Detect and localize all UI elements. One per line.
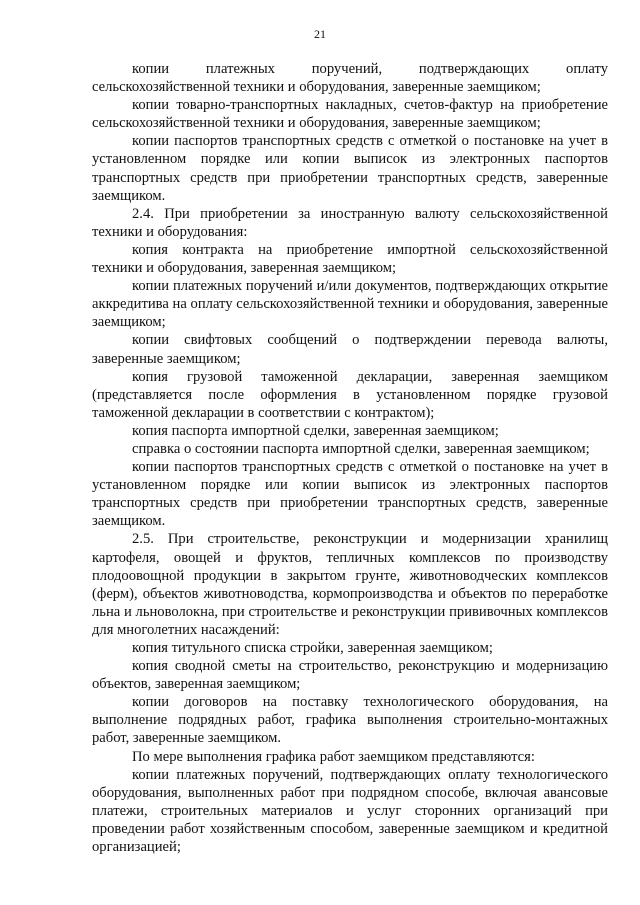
paragraph: По мере выполнения графика работ заемщиком представляются:	[132, 748, 535, 765]
section-2-5-heading: 2.5. При строительстве, реконструкции и модернизации хранилищ картофеля, овощей и фруктов, тепличных комплексов по производству плодоовощной продукции в закрытом грунте, животноводческих комплексов (ферм), объектов животноводства, кормопроизводства и объектов по переработке льна и льноволокна, при строительстве и реконструкции прививочных комплексов для многолетних насаждений:	[92, 531, 608, 638]
paragraph: копия паспорта импортной сделки, заверенная заемщиком;	[132, 422, 499, 439]
page-number: 21	[314, 27, 326, 41]
paragraph: копия контракта на приобретение импортной сельскохозяйственной техники и оборудования, заверенная заемщиком;	[92, 241, 608, 277]
paragraph: копии платежных поручений и/или документов, подтверждающих открытие аккредитива на оплату сельскохозяйственной техники и оборудования, заверенные заемщиком;	[92, 278, 608, 331]
document-body	[92, 60, 608, 856]
paragraph: копии паспортов транспортных средств с отметкой о постановке на учет в установленном порядке или копии выписок из электронных паспортов транспортных средств при приобретении транспортных средств, заверенные заемщиком.	[92, 133, 608, 204]
paragraph: копии платежных поручений, подтверждающих оплату сельскохозяйственной техники и оборудования, заверенные заемщиком;	[92, 61, 608, 96]
paragraph: копии свифтовых сообщений о подтверждении перевода валюты, заверенные заемщиком;	[92, 332, 608, 367]
paragraph: копии товарно-транспортных накладных, счетов-фактур на приобретение сельскохозяйственной техники и оборудования, заверенные заемщиком;	[92, 97, 608, 132]
paragraph: копия сводной сметы на строительство, реконструкцию и модернизацию объектов, заверенная заемщиком;	[92, 658, 608, 693]
paragraph: копии платежных поручений, подтверждающих оплату технологического оборудования, выполненных работ при подрядном способе, включая авансовые платежи, строительных материалов и услуг сторонних организаций при проведении работ хозяйственным способом, заверенные заемщиком и кредитной организацией;	[92, 766, 608, 856]
paragraph: копия титульного списка стройки, заверенная заемщиком;	[132, 640, 493, 656]
section-2-4-heading: 2.4. При приобретении за иностранную валюту сельскохозяйственной техники и оборудования:	[92, 205, 608, 240]
paragraph: копии договоров на поставку технологического оборудования, на выполнение подрядных работ, графика выполнения строительно-монтажных работ, заверенные заемщиком.	[92, 694, 608, 747]
paragraph: копия грузовой таможенной декларации, заверенная заемщиком (представляется после оформления в установленном порядке грузовой таможенной декларации в соответствии с контрактом);	[92, 368, 608, 421]
paragraph: справка о состоянии паспорта импортной сделки, заверенная заемщиком;	[132, 440, 590, 457]
paragraph: копии паспортов транспортных средств с отметкой о постановке на учет в установленном порядке или копии выписок из электронных паспортов транспортных средств при приобретении транспортных средств, заверенные заемщиком.	[92, 459, 608, 530]
